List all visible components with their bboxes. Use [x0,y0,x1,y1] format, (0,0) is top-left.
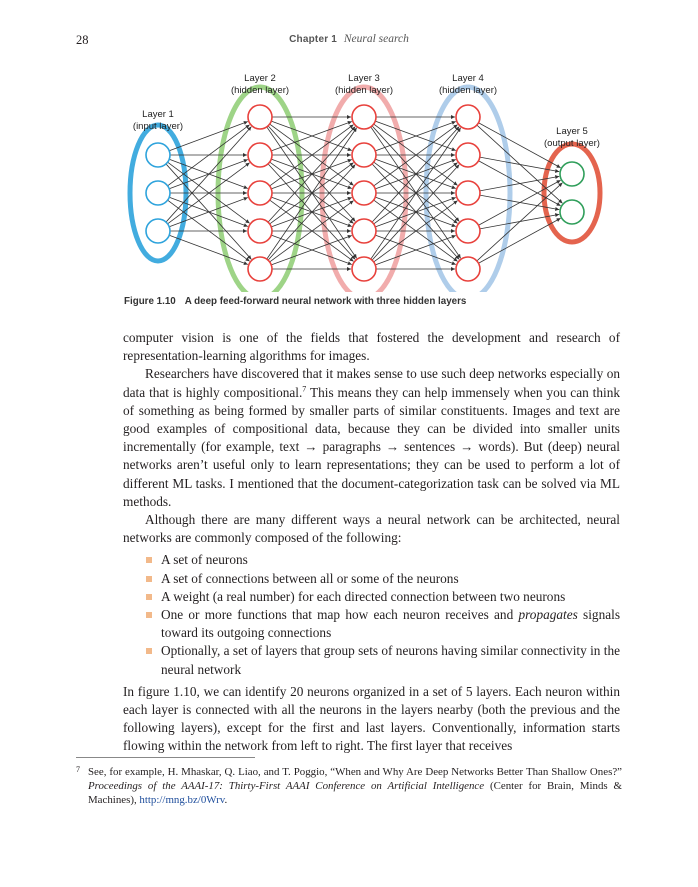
neural-network-diagram [118,60,618,292]
connection-edge [479,218,561,263]
neuron-circle [456,219,480,243]
neural-network-figure [118,60,618,292]
paragraph-3: Although there are many different ways a neural network can be architected, neural networks are commonly composed of the following: [123,512,620,546]
neuron-circle [456,143,480,167]
list-item: A weight (a real number) for each directed connection between two neurons [161,588,620,606]
neuron-circle [352,257,376,281]
bullet-square-icon [146,648,152,654]
layer-4-label: Layer 4 [452,73,484,84]
italic-term: propagates [518,607,578,623]
layer-2-label: Layer 2 [244,73,276,84]
bullet-square-icon [146,612,152,618]
neuron-circle [560,162,584,186]
paragraph-2-rest: This means they can help immensely when you can think of something as being formed by smaller parts of similar constituents. Images and text are good examples of compositional data, because they can be divided into smaller units incrementally (for example, text → paragraphs → sentences → words). But (deep) neural networks aren’t useful only to learn representations; they can be used to perform a lot of different ML tasks. I mentioned that the document-categorization task can be solved via ML methods. [123,384,620,509]
bullet-square-icon [146,594,152,600]
connection-edge [372,165,459,261]
footnote-text: See, for example, H. Mhaskar, Q. Liao, and T. Poggio, “When and Why Are Deep Networks Better Than Shallow Ones?” Proceedings of the AAAI-17: Thirty-First AAAI Conference on Artificial Intelligence (Center for Brain, Minds & Machines), http://mng.bz/0Wrv. [88,766,622,806]
connection-edge [372,127,459,223]
list-item: One or more functions that map how each neuron receives and propagates signals toward its outgoing connections [161,606,620,642]
footnote-divider [76,757,255,758]
layer-2-label: (hidden layer) [230,85,290,96]
neuron-circle [146,143,170,167]
chapter-label: Chapter 1 [289,34,338,45]
running-header [76,33,622,49]
neuron-circle [560,200,584,224]
connection-edge [268,165,355,261]
layer-1-label: (input layer) [132,121,184,132]
connection-edge [268,127,355,223]
connection-edge [169,235,248,264]
chapter-title: Neural search [343,33,409,45]
bullet-square-icon [146,576,152,582]
footnote-reference: 7 [302,384,307,394]
neuron-circle [248,257,272,281]
footnote-citation: Proceedings of the AAAI-17: Thirty-First AAAI Conference on Artificial Intelligence [88,780,485,792]
bullet-square-icon [146,557,152,563]
body-text [123,329,620,756]
paragraph-4: In figure 1.10, we can identify 20 neurons organized in a set of 5 layers. Each neuron within each layer is connected with all the neurons in the layers nearby (both the previous and the following layers), except for the first and last layers. Conventionally, information starts flowing within the network from left to right. The first layer that receives [123,683,620,754]
running-head [76,33,622,45]
neuron-circle [352,105,376,129]
neuron-circle [146,219,170,243]
page-number: 28 [76,33,89,47]
paragraph-2 [123,365,620,511]
layer-5-label: Layer 5 [556,126,588,137]
paragraph-1: computer vision is one of the fields that fostered the development and research of representation-learning algorithms for images. [123,330,620,364]
neuron-circle [146,181,170,205]
neuron-circle [248,105,272,129]
layer-5-label: (output layer) [544,138,600,149]
neuron-circle [456,181,480,205]
layer-1-label: Layer 1 [142,109,174,120]
neuron-circle [456,257,480,281]
neuron-circle [248,219,272,243]
list-item: A set of connections between all or some of the neurons [161,570,620,588]
neuron-circle [456,105,480,129]
figure-caption [124,296,624,307]
connection-edge [480,176,559,191]
component-list [123,551,620,678]
caption-text: A deep feed-forward neural network with three hidden layers [184,296,467,307]
neuron-circle [352,181,376,205]
layer-3-label: (hidden layer) [334,85,394,96]
list-item: A set of neurons [161,551,620,569]
neuron-circle [352,143,376,167]
footnote-link[interactable]: http://mng.bz/0Wrv [139,794,225,806]
neuron-circle [248,143,272,167]
caption-number: Figure 1.10 [124,296,176,307]
neuron-circle [352,219,376,243]
neuron-circle [248,181,272,205]
layer-3-label: Layer 3 [348,73,380,84]
list-item: Optionally, a set of layers that group sets of neurons having similar connectivity in the neural network [161,642,620,678]
layer-4-label: (hidden layer) [438,85,498,96]
footnote-mark: 7 [76,765,80,774]
paragraph-2-start: Researchers have discovered that it makes sense to use such deep networks especially on data that is highly compositional. [123,366,620,400]
layer-ring-5 [544,144,600,242]
footnote [76,765,622,807]
